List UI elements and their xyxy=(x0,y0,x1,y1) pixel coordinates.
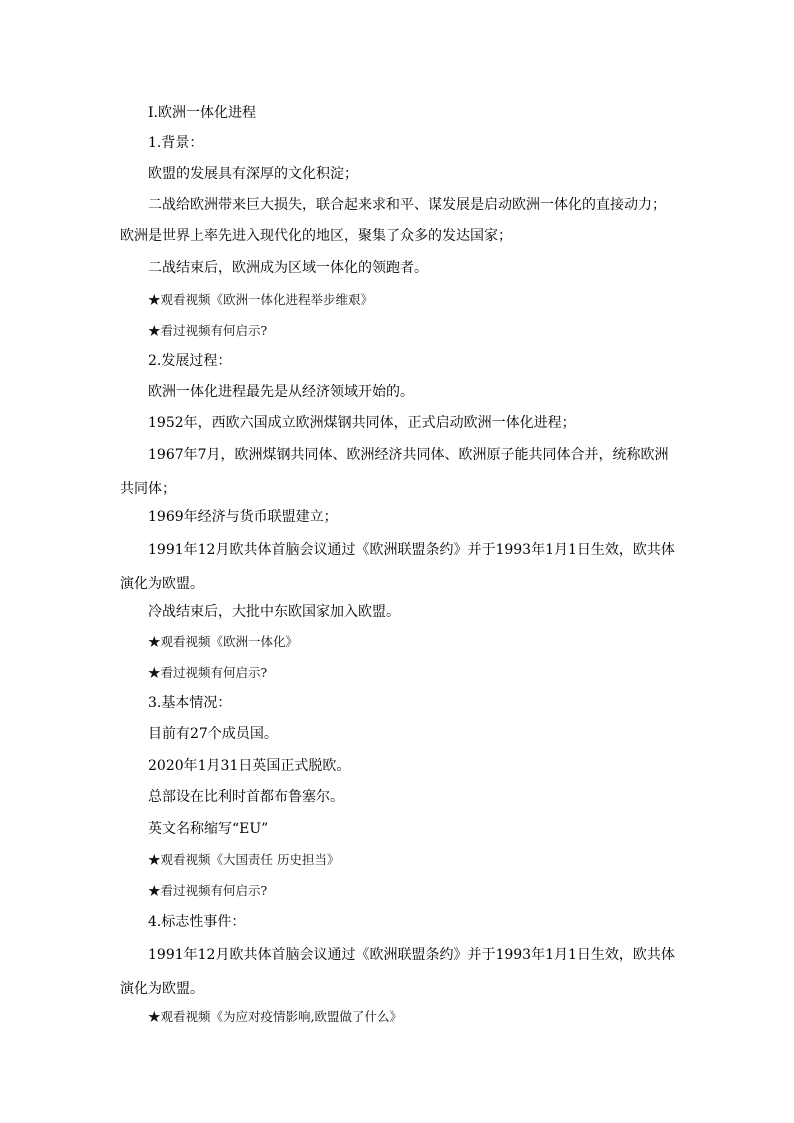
development-line-3-text: 1967年7月，欧洲煤钢共同体、欧洲经济共同体、欧洲原子能共同体合并，统称欧洲共同体； xyxy=(120,447,669,497)
background-line-4: 二战结束后，欧洲成为区域一体化的领跑者。 xyxy=(148,260,428,276)
basic-info-line-1: 目前有27个成员国。 xyxy=(148,726,278,742)
video-prompt-2: ★观看视频《欧洲一体化》 xyxy=(148,634,299,649)
development-line-6: 冷战结束后，大批中东欧国家加入欧盟。 xyxy=(148,604,400,620)
basic-info-heading: 3.基本情况： xyxy=(148,695,232,711)
development-heading: 2.发展过程： xyxy=(148,353,232,369)
background-heading: 1.背景： xyxy=(148,135,204,151)
development-line-2: 1952年，西欧六国成立欧洲煤钢共同体，正式启动欧洲一体化进程； xyxy=(148,415,576,431)
development-line-5-text: 1991年12月欧共体首脑会议通过《欧洲联盟条约》并于1993年1月1日生效，欧共体演化为欧盟。 xyxy=(120,542,675,592)
basic-info-line-3: 总部设在比利时首都布鲁塞尔。 xyxy=(148,789,344,805)
background-line-2: 二战给欧洲带来巨大损失，联合起来求和平、谋发展是启动欧洲一体化的直接动力； xyxy=(148,197,666,213)
basic-info-line-4: 英文名称缩写“EU” xyxy=(148,821,269,837)
development-line-5 xyxy=(120,533,680,601)
background-line-1: 欧盟的发展具有深厚的文化积淀； xyxy=(148,166,358,182)
reflection-prompt-3: ★看过视频有何启示? xyxy=(148,883,268,898)
section-title: Ⅰ.欧洲一体化进程 xyxy=(148,105,256,121)
reflection-prompt-1: ★看过视频有何启示? xyxy=(148,323,268,338)
basic-info-line-2: 2020年1月31日英国正式脱欧。 xyxy=(148,758,351,774)
development-line-1: 欧洲一体化进程最先是从经济领域开始的。 xyxy=(148,384,414,400)
development-line-4: 1969年经济与货币联盟建立； xyxy=(148,509,338,525)
milestone-line-1 xyxy=(120,938,680,1006)
milestone-line-1-text: 1991年12月欧共体首脑会议通过《欧洲联盟条约》并于1993年1月1日生效，欧共体演化为欧盟。 xyxy=(120,947,675,997)
video-prompt-4: ★观看视频《为应对疫情影响,欧盟做了什么》 xyxy=(148,1009,402,1024)
background-line-3: 欧洲是世界上率先进入现代化的地区，聚集了众多的发达国家； xyxy=(120,228,512,244)
milestone-heading: 4.标志性事件： xyxy=(148,914,246,930)
video-prompt-3: ★观看视频《大国责任 历史担当》 xyxy=(148,852,340,867)
video-prompt-1: ★观看视频《欧洲一体化进程举步维艰》 xyxy=(148,292,374,307)
reflection-prompt-2: ★看过视频有何启示? xyxy=(148,665,268,680)
development-line-3 xyxy=(120,438,680,506)
